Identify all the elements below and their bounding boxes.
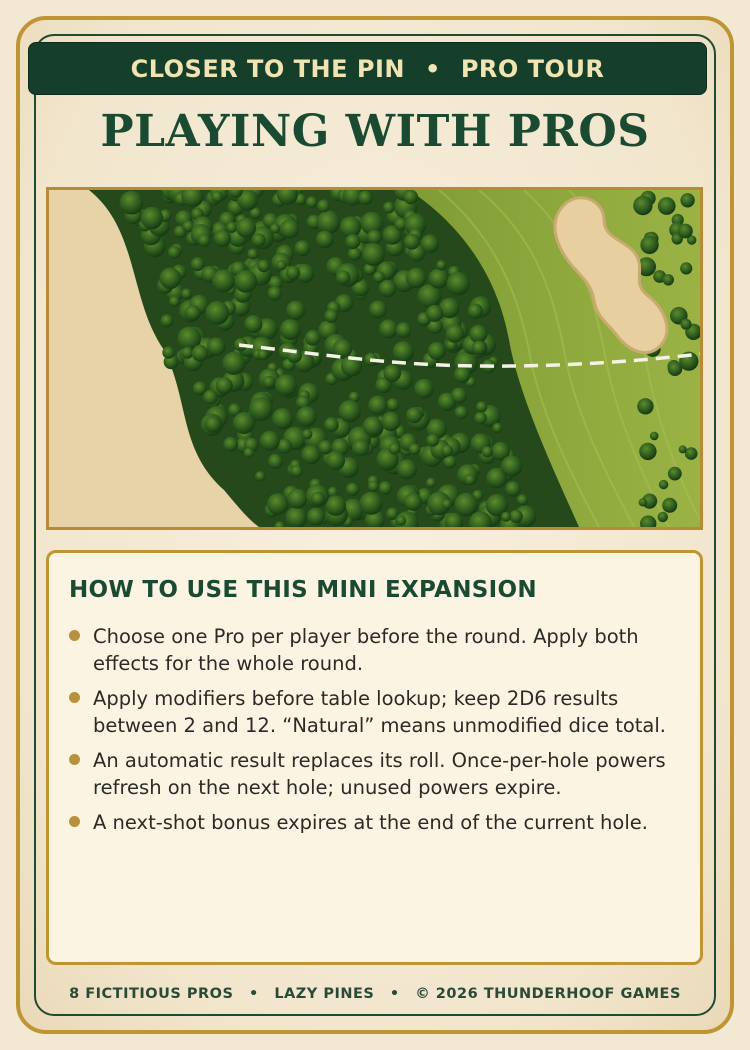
tree-canopy — [302, 429, 312, 439]
tree-canopy — [386, 398, 399, 411]
tree-canopy — [257, 260, 270, 273]
tree-canopy — [397, 459, 417, 479]
tree-canopy — [305, 330, 321, 346]
tree-canopy — [345, 234, 360, 249]
tree-canopy — [244, 448, 254, 458]
tree-canopy — [663, 274, 674, 285]
tree-canopy — [474, 412, 487, 425]
tree-canopy — [295, 240, 311, 256]
rules-list — [69, 623, 669, 844]
tree-canopy — [454, 367, 471, 384]
tree-canopy — [235, 270, 258, 293]
tree-canopy — [468, 304, 483, 319]
tree-canopy — [404, 493, 422, 511]
tree-canopy — [368, 481, 379, 492]
tree-canopy — [404, 190, 419, 204]
tree-canopy — [280, 219, 299, 238]
tree-canopy — [404, 234, 420, 250]
rule-item — [69, 623, 669, 677]
bullet-icon — [69, 754, 80, 765]
tree-canopy — [658, 512, 668, 522]
tree-canopy — [679, 445, 687, 453]
tree-canopy — [383, 202, 395, 214]
tree-canopy — [286, 301, 305, 320]
tree-canopy — [216, 377, 233, 394]
tree-canopy — [317, 199, 330, 212]
tree-canopy — [346, 483, 359, 496]
tree-canopy — [678, 224, 693, 239]
tree-canopy — [169, 296, 180, 307]
tree-canopy — [441, 445, 453, 457]
tree-canopy — [469, 325, 487, 343]
card-footer — [0, 986, 750, 1002]
tree-canopy — [191, 257, 205, 271]
tree-canopy — [482, 446, 493, 457]
tree-canopy — [162, 346, 174, 358]
tree-canopy — [290, 465, 302, 477]
rule-text: An automatic result replaces its roll. Once-per-hole powers refresh on the next hole; unused powers expire. — [93, 749, 666, 799]
rule-text: Apply modifiers before table lookup; keep 2D6 results between 2 and 12. “Natural” means unmodified dice total. — [93, 687, 667, 737]
tree-canopy — [363, 416, 383, 436]
tree-canopy — [446, 324, 465, 343]
tree-canopy — [454, 493, 478, 517]
golf-hole-artwork — [46, 187, 703, 530]
tree-canopy — [223, 437, 238, 452]
tree-canopy — [640, 236, 658, 254]
tree-canopy — [369, 301, 387, 319]
tree-canopy — [668, 467, 682, 481]
tree-canopy — [659, 480, 668, 489]
tree-canopy — [287, 489, 307, 509]
tree-canopy — [426, 434, 439, 447]
tree-canopy — [161, 314, 174, 327]
tree-canopy — [267, 493, 289, 515]
tree-canopy — [141, 207, 163, 229]
tree-canopy — [263, 376, 275, 388]
tree-canopy — [252, 233, 266, 247]
tree-canopy — [120, 191, 144, 215]
tree-canopy — [396, 516, 406, 526]
game-name: CLOSER TO THE PIN — [130, 54, 405, 83]
tree-canopy — [192, 345, 209, 362]
footer-pros: 8 FICTITIOUS PROS — [69, 986, 234, 1002]
tree-canopy — [318, 440, 332, 454]
tree-canopy — [472, 341, 487, 356]
tree-canopy — [324, 417, 339, 432]
rules-heading: HOW TO USE THIS MINI EXPANSION — [69, 577, 537, 603]
tree-canopy — [326, 451, 345, 470]
tree-canopy — [358, 191, 372, 205]
tree-canopy — [476, 401, 487, 412]
card-title: PLAYING WITH PROS — [100, 106, 650, 157]
rule-item — [69, 747, 669, 801]
tree-canopy — [249, 397, 273, 421]
tree-canopy — [268, 286, 282, 300]
tree-canopy — [317, 211, 341, 235]
tree-canopy — [367, 230, 382, 245]
tree-canopy — [373, 271, 385, 283]
tree-canopy — [680, 193, 694, 207]
tree-canopy — [255, 471, 265, 481]
tree-canopy — [379, 280, 397, 298]
tree-canopy — [429, 269, 449, 289]
tree-canopy — [510, 510, 523, 523]
tree-canopy — [205, 301, 229, 325]
tree-canopy — [244, 315, 262, 333]
tree-canopy — [307, 508, 325, 526]
tree-canopy — [280, 319, 301, 340]
footer-separator: • — [248, 986, 259, 1002]
tree-canopy — [211, 191, 223, 203]
tree-canopy — [275, 374, 297, 396]
tree-canopy — [685, 447, 698, 460]
tree-canopy — [501, 512, 511, 522]
tree-canopy — [185, 305, 201, 321]
tree-canopy — [428, 342, 446, 360]
tree-canopy — [639, 443, 656, 460]
tree-canopy — [339, 400, 361, 422]
tree-canopy — [681, 319, 692, 330]
tree-canopy — [650, 432, 659, 441]
tree-canopy — [276, 260, 286, 270]
tree-canopy — [360, 492, 383, 515]
tree-canopy — [637, 398, 653, 414]
tree-canopy — [379, 319, 398, 338]
tree-canopy — [214, 230, 231, 247]
tree-canopy — [207, 338, 225, 356]
tree-canopy — [348, 247, 362, 261]
tree-canopy — [658, 197, 676, 215]
tree-canopy — [168, 246, 181, 259]
tree-canopy — [236, 218, 256, 238]
tree-canopy — [426, 478, 436, 488]
tree-canopy — [501, 456, 522, 477]
tree-canopy — [492, 423, 502, 433]
tree-canopy — [258, 349, 269, 360]
banner-separator: • — [425, 54, 441, 83]
tree-canopy — [205, 416, 222, 433]
tree-canopy — [368, 396, 387, 415]
tree-canopy — [383, 364, 401, 382]
rule-item — [69, 685, 669, 739]
tree-canopy — [198, 234, 211, 247]
tree-canopy — [517, 494, 528, 505]
tree-canopy — [203, 390, 218, 405]
tree-canopy — [455, 406, 468, 419]
tree-canopy — [409, 443, 421, 455]
footer-course: LAZY PINES — [274, 986, 375, 1002]
tree-canopy — [226, 222, 237, 233]
tree-canopy — [447, 272, 470, 295]
footer-separator: • — [389, 986, 400, 1002]
tree-canopy — [389, 443, 401, 455]
header-banner — [28, 42, 707, 95]
tree-canopy — [182, 347, 194, 359]
tree-canopy — [336, 270, 350, 284]
tree-canopy — [396, 322, 412, 338]
tree-canopy — [316, 231, 334, 249]
tree-canopy — [680, 262, 692, 274]
tree-canopy — [260, 431, 280, 451]
rules-panel — [46, 550, 703, 965]
tree-canopy — [406, 268, 426, 288]
tree-canopy — [272, 408, 293, 429]
tree-canopy — [436, 260, 446, 270]
tree-canopy — [379, 481, 392, 494]
tree-canopy — [352, 439, 369, 456]
tree-canopy — [301, 445, 320, 464]
tree-canopy — [393, 341, 414, 362]
tree-canopy — [222, 352, 245, 375]
tree-canopy — [414, 379, 434, 399]
bullet-icon — [69, 692, 80, 703]
tree-canopy — [639, 498, 647, 506]
tree-canopy — [442, 499, 452, 509]
bullet-icon — [69, 630, 80, 641]
footer-copyright: © 2026 THUNDERHOOF GAMES — [415, 986, 681, 1002]
tree-canopy — [426, 305, 443, 322]
tree-canopy — [270, 223, 280, 233]
rule-item — [69, 809, 669, 836]
tree-canopy — [633, 196, 652, 215]
edition-name: PRO TOUR — [460, 54, 605, 83]
tree-canopy — [311, 492, 325, 506]
tree-canopy — [362, 243, 385, 266]
tree-canopy — [268, 454, 283, 469]
tree-canopy — [381, 412, 400, 431]
tree-canopy — [286, 266, 300, 280]
tree-canopy — [160, 268, 182, 290]
bullet-icon — [69, 816, 80, 827]
tree-canopy — [406, 407, 422, 423]
tree-canopy — [212, 269, 235, 292]
tree-canopy — [324, 309, 338, 323]
rule-text: A next-shot bonus expires at the end of the current hole. — [93, 811, 648, 834]
tree-canopy — [451, 388, 467, 404]
tree-canopy — [296, 406, 316, 426]
tree-canopy — [181, 288, 192, 299]
tree-canopy — [306, 196, 318, 208]
tree-canopy — [247, 249, 258, 260]
tree-canopy — [505, 481, 520, 496]
rule-text: Choose one Pro per player before the round. Apply both effects for the whole round. — [93, 625, 639, 675]
tree-canopy — [662, 498, 677, 513]
tree-canopy — [464, 474, 475, 485]
